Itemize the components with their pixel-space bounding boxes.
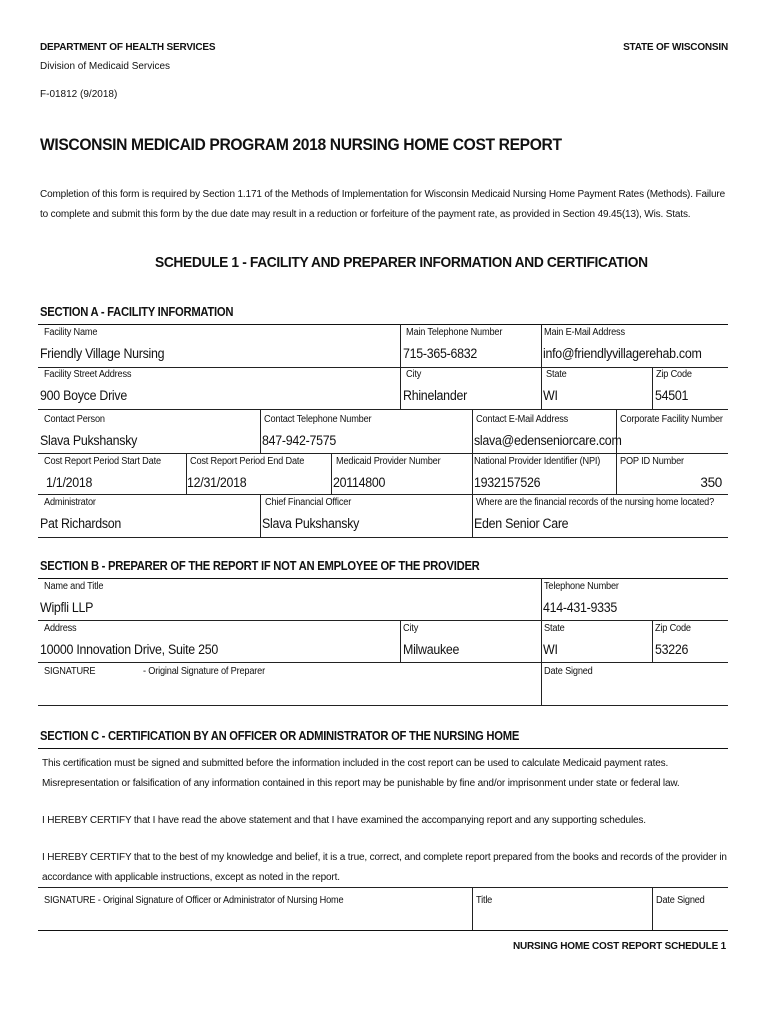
preparer-phone-label: Telephone Number (544, 581, 619, 592)
preparer-name-label: Name and Title (44, 581, 104, 592)
certify-examined-statement: I HEREBY CERTIFY that I have read the above statement and that I have examined the accompanying report and any supporting schedules. (42, 815, 646, 826)
main-email-field[interactable]: info@friendlyvillagerehab.com (543, 346, 702, 361)
contact-email-field[interactable]: slava@edenseniorcare.com (474, 433, 622, 448)
preparer-name-field[interactable]: Wipfli LLP (40, 600, 94, 615)
facility-name-field[interactable]: Friendly Village Nursing (40, 346, 165, 361)
certify-true-statement: I HEREBY CERTIFY that to the best of my knowledge and belief, it is a true, correct, and complete report prepared from the books and records of the provider in accordance with applicable instructions, except as noted in the report. (42, 852, 727, 883)
officer-title-label: Title (476, 895, 493, 906)
facility-name-label: Facility Name (44, 327, 98, 338)
preparer-date-signed-label: Date Signed (544, 666, 593, 677)
corporate-facility-number-label: Corporate Facility Number (620, 414, 723, 425)
department-name: DEPARTMENT OF HEALTH SERVICES (40, 42, 216, 53)
period-end-label: Cost Report Period End Date (190, 456, 305, 467)
section-b-heading: SECTION B - PREPARER OF THE REPORT IF NOT AN EMPLOYEE OF THE PROVIDER (40, 559, 480, 573)
main-phone-field[interactable]: 715-365-6832 (403, 346, 478, 361)
records-location-label: Where are the financial records of the nursing home located? (476, 497, 715, 508)
preparer-zip-field[interactable]: 53226 (655, 642, 689, 657)
section-c-heading: SECTION C - CERTIFICATION BY AN OFFICER OR ADMINISTRATOR OF THE NURSING HOME (40, 729, 520, 743)
period-start-label: Cost Report Period Start Date (44, 456, 161, 467)
pop-id-field[interactable]: 350 (700, 475, 722, 490)
main-phone-label: Main Telephone Number (406, 327, 503, 338)
contact-email-label: Contact E-Mail Address (476, 414, 569, 425)
state-name: STATE OF WISCONSIN (623, 42, 728, 53)
certification-statement: This certification must be signed and submitted before the information included in the cost report can be used to calculate Medicaid payment rates. Misrepresentation or falsification of any information contained in this report may be punishable by fine and/or imprisonment under state or federal law. (42, 758, 680, 789)
pop-id-label: POP ID Number (620, 456, 684, 467)
preparer-signature-label: SIGNATURE (44, 666, 96, 677)
officer-signature-label: SIGNATURE - Original Signature of Officer or Administrator of Nursing Home (44, 895, 344, 906)
preparer-address-field[interactable]: 10000 Innovation Drive, Suite 250 (40, 642, 219, 657)
preparer-phone-field[interactable]: 414-431-9335 (543, 600, 618, 615)
npi-field[interactable]: 1932157526 (474, 475, 541, 490)
city-label: City (406, 369, 422, 380)
schedule-title: SCHEDULE 1 - FACILITY AND PREPARER INFORMATION AND CERTIFICATION (155, 254, 648, 271)
division-name: Division of Medicaid Services (40, 61, 171, 72)
city-field[interactable]: Rhinelander (403, 388, 467, 403)
footer-label: NURSING HOME COST REPORT SCHEDULE 1 (512, 941, 726, 952)
contact-phone-label: Contact Telephone Number (264, 414, 372, 425)
cfo-label: Chief Financial Officer (265, 497, 352, 508)
preparer-city-field[interactable]: Milwaukee (403, 642, 460, 657)
form-number: F-01812 (9/2018) (40, 89, 118, 100)
npi-label: National Provider Identifier (NPI) (474, 456, 601, 467)
street-label: Facility Street Address (44, 369, 132, 380)
preparer-signature-note: - Original Signature of Preparer (143, 666, 265, 677)
preparer-address-label: Address (44, 623, 77, 634)
contact-person-label: Contact Person (44, 414, 105, 425)
period-start-field[interactable]: 1/1/2018 (46, 475, 93, 490)
records-location-field[interactable]: Eden Senior Care (474, 516, 569, 531)
state-field[interactable]: WI (543, 388, 558, 403)
street-field[interactable]: 900 Boyce Drive (40, 388, 127, 403)
page-title: WISCONSIN MEDICAID PROGRAM 2018 NURSING HOME COST REPORT (40, 135, 562, 154)
contact-phone-field[interactable]: 847-942-7575 (262, 433, 337, 448)
period-end-field[interactable]: 12/31/2018 (187, 475, 247, 490)
administrator-field[interactable]: Pat Richardson (40, 516, 122, 531)
preparer-city-label: City (403, 623, 419, 634)
preparer-zip-label: Zip Code (655, 623, 691, 634)
preparer-state-label: State (544, 623, 565, 634)
zip-label: Zip Code (656, 369, 692, 380)
provider-number-label: Medicaid Provider Number (336, 456, 441, 467)
officer-date-signed-label: Date Signed (656, 895, 705, 906)
cfo-field[interactable]: Slava Pukshansky (262, 516, 360, 531)
preparer-state-field[interactable]: WI (543, 642, 558, 657)
administrator-label: Administrator (44, 497, 96, 508)
state-label: State (546, 369, 567, 380)
section-a-heading: SECTION A - FACILITY INFORMATION (40, 305, 234, 319)
contact-person-field[interactable]: Slava Pukshansky (40, 433, 138, 448)
provider-number-field[interactable]: 20114800 (333, 475, 386, 490)
main-email-label: Main E-Mail Address (544, 327, 625, 338)
intro-text: Completion of this form is required by Section 1.171 of the Methods of Implementation for Wisconsin Medicaid Nursing Home Payment Rates (Methods). Failure to complete and submit this form by the due date may result in a reduction or forfeiture of the payment rate, as provided in Section 49.45(13), Wis. Stats. (40, 189, 725, 220)
zip-field[interactable]: 54501 (655, 388, 689, 403)
